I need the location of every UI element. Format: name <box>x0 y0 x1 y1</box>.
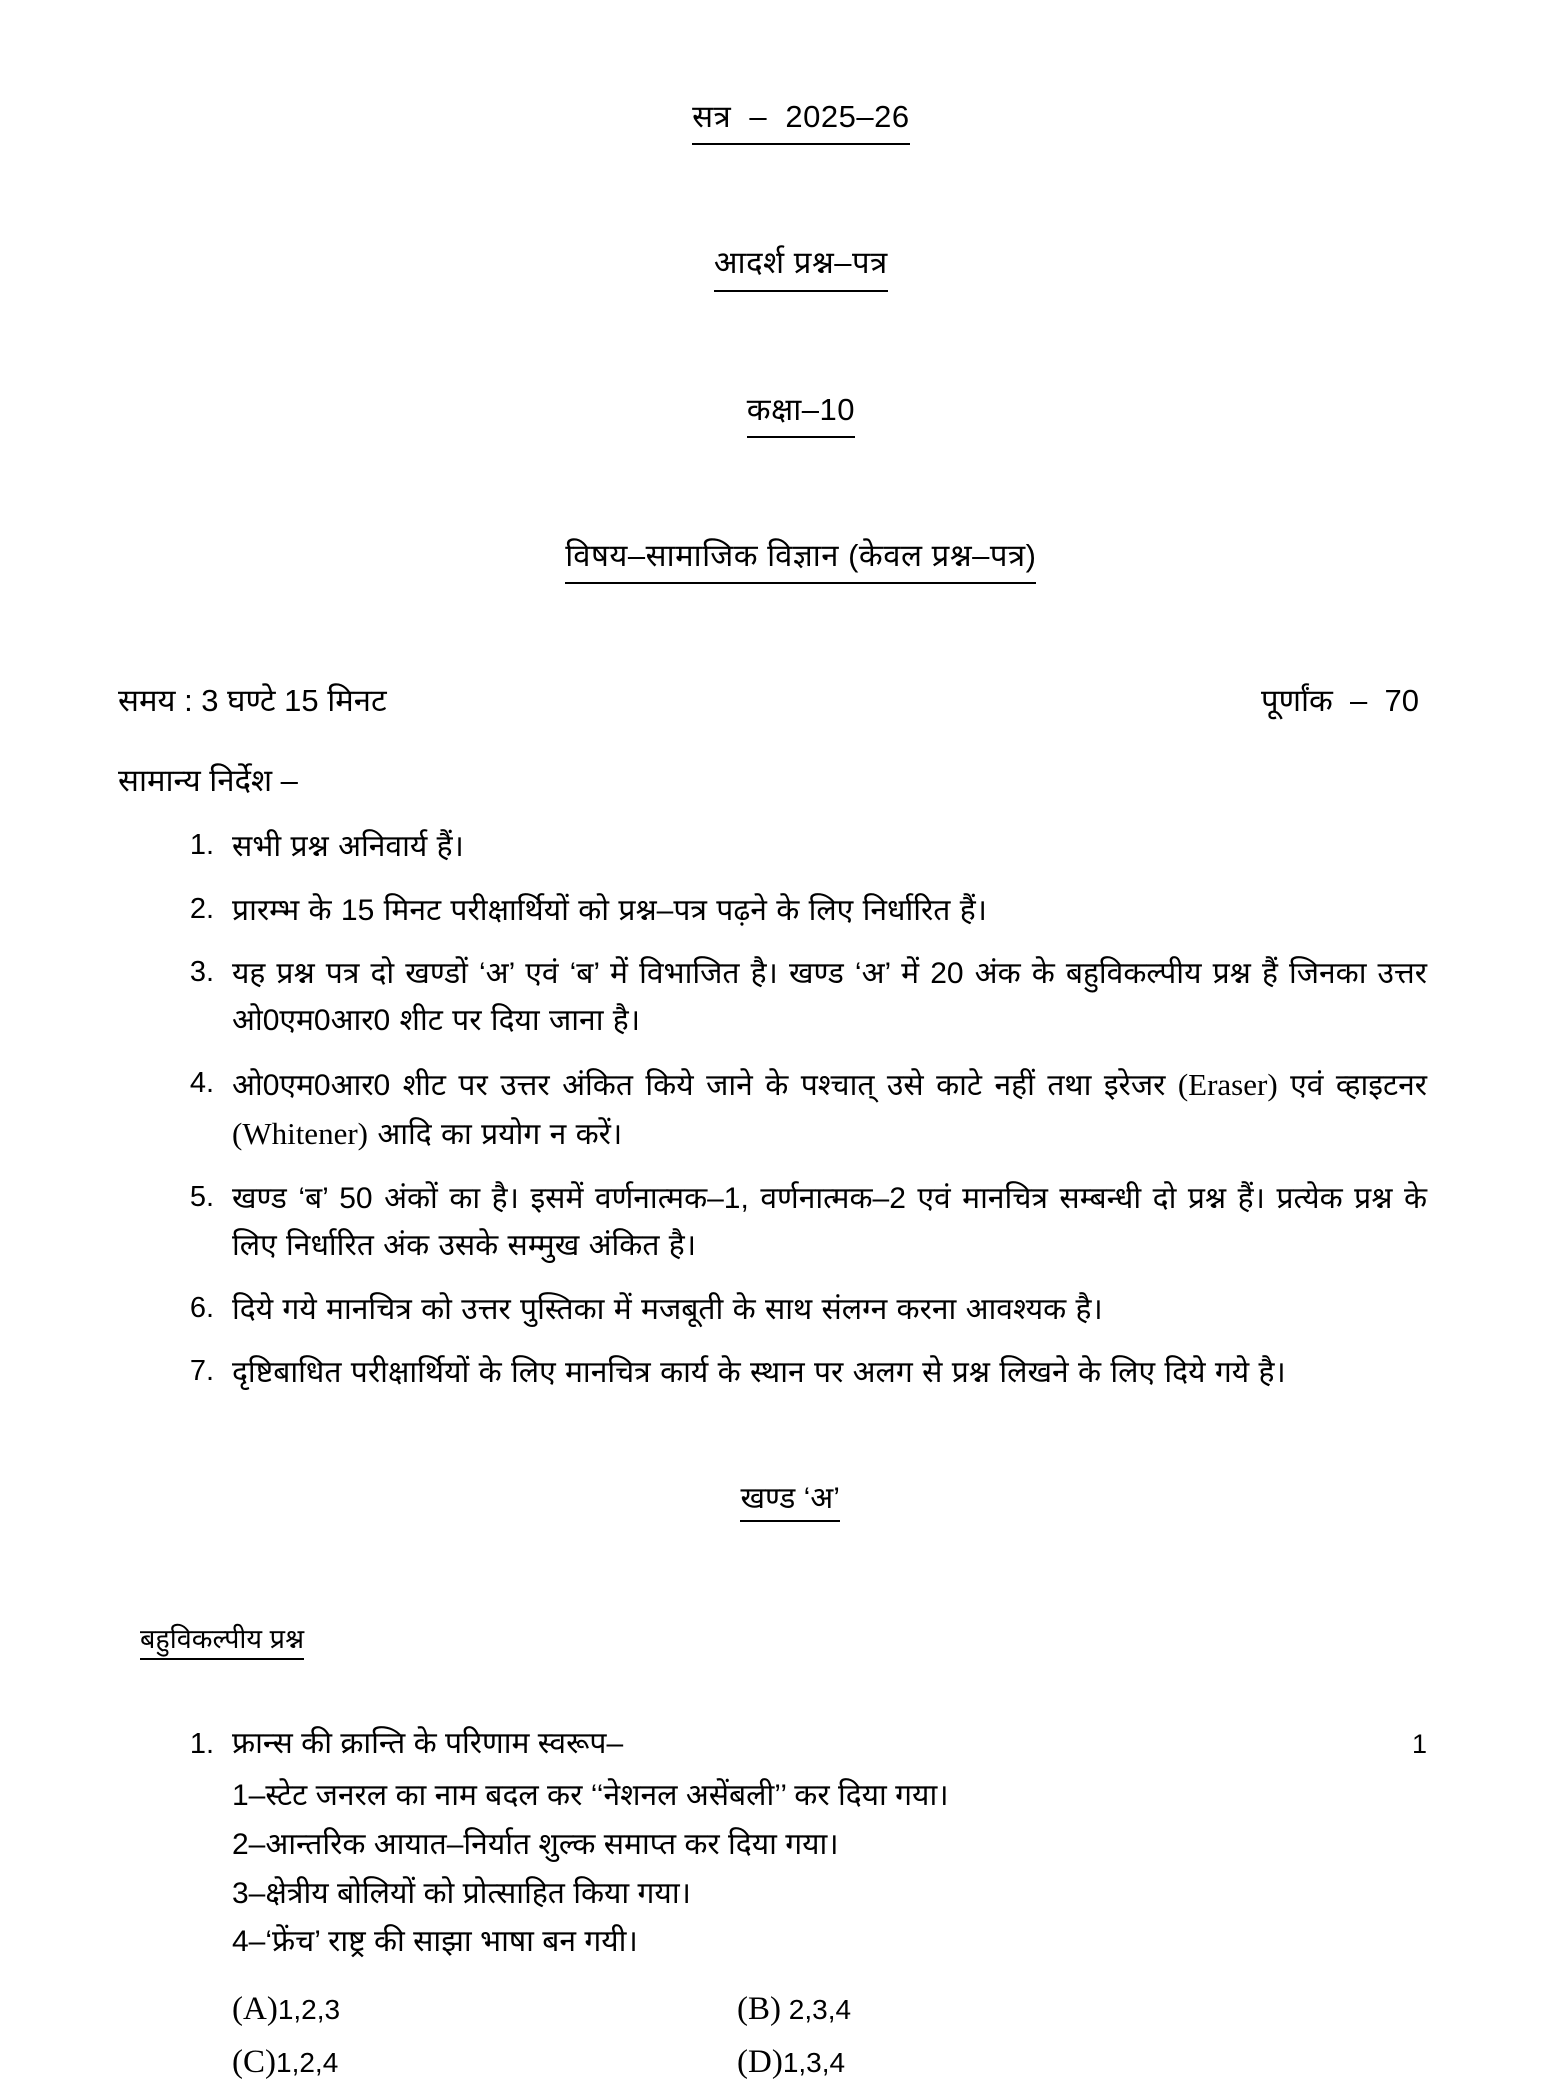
instruction-item <box>0 1349 1547 1396</box>
header-subject: विषय–सामाजिक विज्ञान (केवल प्रश्न–पत्र) <box>565 532 1036 584</box>
mcq-section-label-text: बहुविकल्पीय प्रश्न <box>140 1619 304 1660</box>
instruction-number: 6. <box>189 1291 214 1324</box>
instruction-text: दृष्टिबाधित परीक्षार्थियों के लिए मानचित्र कार्य के स्थान पर अलग से प्रश्न लिखने के लिए दिये गये है। <box>232 1355 1286 1389</box>
question-statement: 2–आन्तरिक आयात–निर्यात शुल्क समाप्त कर दिया गया। <box>232 1827 839 1861</box>
option-c-value: 1,2,4 <box>276 2047 339 2079</box>
option-a[interactable] <box>232 1983 737 2036</box>
instruction-text <box>232 1061 1427 1159</box>
option-c-key: (C) <box>232 2044 276 2081</box>
instruction-number: 2. <box>189 892 214 925</box>
instruction-number: 1. <box>189 829 214 862</box>
instruction-text: प्रारम्भ के 15 मिनट परीक्षार्थियों को प्रश्न–पत्र पढ़ने के लिए निर्धारित हैं। <box>232 893 988 927</box>
question-statements <box>170 1772 1427 1966</box>
instruction-term-whitener: (Whitener) <box>232 1115 368 1151</box>
question-marks: 1 <box>1411 1729 1427 1760</box>
exam-duration: समय : 3 घण्टे 15 मिनट <box>118 683 387 719</box>
instruction-item <box>0 887 1547 934</box>
instruction-text: दिये गये मानचित्र को उत्तर पुस्तिका में मजबूती के साथ संलग्न करना आवश्यक है। <box>232 1292 1103 1326</box>
mcq-section-label <box>0 1588 1547 1691</box>
exam-meta-row <box>0 679 1547 721</box>
header-subject-line <box>0 485 1547 631</box>
instruction-text-part: आदि का प्रयोग न करें। <box>367 1117 623 1151</box>
question-statement: 1–स्टेट जनरल का नाम बदल कर ‘‘नेशनल असेंबली’’ कर दिया गया। <box>232 1779 949 1813</box>
option-d[interactable] <box>737 2036 1242 2089</box>
option-b-value: 2,3,4 <box>781 1993 852 2025</box>
header-session: सत्र – 2025–26 <box>692 93 909 145</box>
instruction-number: 3. <box>189 956 214 989</box>
instruction-item <box>0 1286 1547 1333</box>
question-statement: 3–क्षेत्रीय बोलियों को प्रोत्साहित किया गया। <box>232 1876 691 1910</box>
exam-max-marks: पूर्णांक – 70 <box>1260 683 1419 719</box>
option-row <box>232 1983 1427 2036</box>
option-d-key: (D) <box>737 2044 783 2081</box>
header-paper-type: आदर्श प्रश्न–पत्र <box>714 239 888 291</box>
instruction-text-part: ओ0एम0आर0 शीट पर उत्तर अंकित किये जाने के पश्चात् उसे काटे नहीं तथा इरेजर <box>232 1068 1178 1102</box>
header-class: कक्षा–10 <box>747 386 855 438</box>
option-b[interactable] <box>737 1983 1242 2036</box>
instruction-item <box>0 823 1547 870</box>
header-class-line <box>0 339 1547 485</box>
question-1 <box>0 1721 1547 2089</box>
option-row <box>232 2036 1427 2089</box>
option-b-key: (B) <box>737 1990 781 2027</box>
option-c[interactable] <box>232 2036 737 2089</box>
instruction-text: सभी प्रश्न अनिवार्य हैं। <box>232 830 464 864</box>
instruction-text: खण्ड ‘ब’ 50 अंकों का है। इसमें वर्णनात्मक–1, वर्णनात्मक–2 एवं मानचित्र सम्बन्धी दो प्रश्न हैं। प्रत्येक प्रश्न के लिए निर्धारित अंक उसके सम्मुख अंकित है। <box>232 1181 1427 1263</box>
question-options <box>170 1983 1427 2090</box>
section-a-title: खण्ड ‘अ’ <box>740 1476 839 1522</box>
instruction-number: 4. <box>189 1066 214 1099</box>
header-paper-type-line <box>0 192 1547 338</box>
instruction-item <box>0 950 1547 1045</box>
question-stem: फ्रान्स की क्रान्ति के परिणाम स्वरूप– <box>232 1727 624 1761</box>
instruction-term-eraser: (Eraser) <box>1177 1066 1278 1102</box>
general-instructions-heading: सामान्य निर्देश – <box>118 763 298 799</box>
question-statement: 4–‘फ्रेंच’ राष्ट्र की साझा भाषा बन गयी। <box>232 1925 638 1959</box>
instruction-text: यह प्रश्न पत्र दो खण्डों ‘अ’ एवं ‘ब’ में विभाजित है। खण्ड ‘अ’ में 20 अंक के बहुविकल्पीय प्रश्न हैं जिनका उत्तर ओ0एम0आर0 शीट पर दिया जाना है। <box>232 957 1427 1038</box>
option-a-key: (A) <box>232 1990 278 2027</box>
section-a-heading <box>0 1442 1547 1556</box>
instruction-item <box>0 1175 1547 1270</box>
option-a-value: 1,2,3 <box>277 1993 341 2025</box>
general-instructions-list <box>0 823 1547 1396</box>
option-d-value: 1,3,4 <box>782 2047 846 2079</box>
instruction-text-part: एवं व्हाइटनर <box>1277 1068 1427 1102</box>
instruction-number: 5. <box>189 1180 214 1213</box>
header-session-line <box>0 46 1547 192</box>
question-stem-row <box>170 1721 1427 1762</box>
instruction-item <box>0 1061 1547 1159</box>
page-header <box>0 0 1547 631</box>
instruction-number: 7. <box>189 1354 214 1387</box>
question-number: 1. <box>189 1728 214 1761</box>
